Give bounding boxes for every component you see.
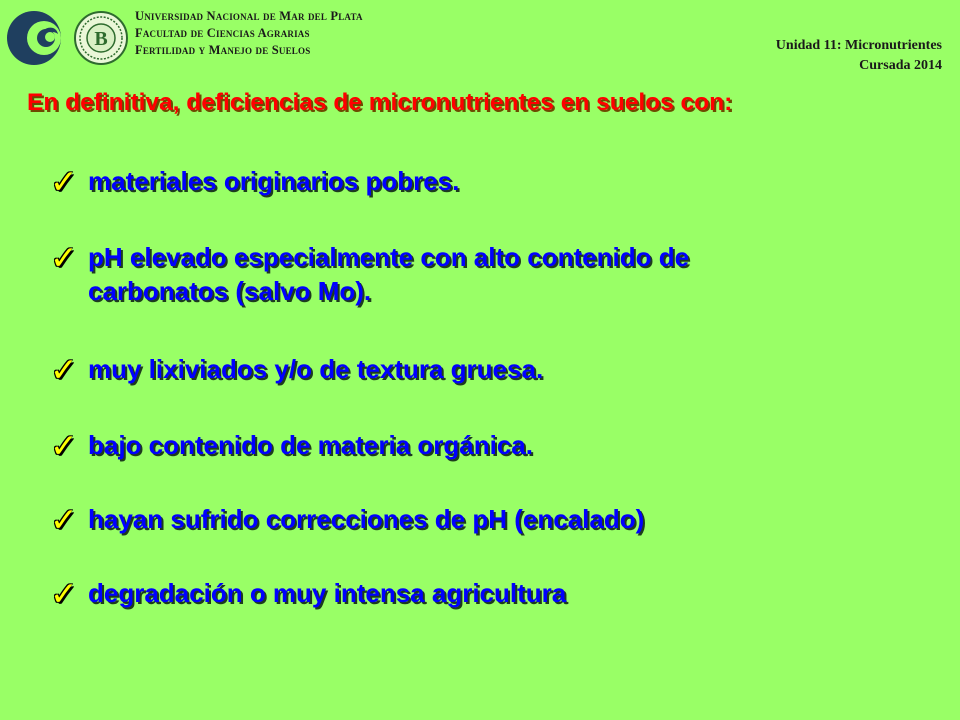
list-item-text: muy lixiviados y/o de textura gruesa. — [88, 354, 544, 384]
course-year: Cursada 2014 — [859, 58, 942, 73]
list-item — [50, 574, 567, 613]
unit-title: Unidad 11: Micronutrientes — [775, 38, 942, 53]
university-logo-icon — [7, 11, 61, 65]
check-icon: ✓ — [50, 350, 78, 389]
list-item — [50, 240, 689, 308]
list-item-text: materiales originarios pobres. — [88, 166, 460, 196]
check-icon: ✓ — [50, 500, 78, 539]
header-logos — [6, 4, 132, 76]
check-icon: ✓ — [50, 238, 78, 277]
check-icon: ✓ — [50, 162, 78, 201]
list-item — [50, 500, 645, 539]
check-icon: ✓ — [50, 574, 78, 613]
university-name: Universidad Nacional de Mar del Plata — [135, 9, 363, 23]
slide-title: En definitiva, deficiencias de micronutrientes en suelos con: — [27, 89, 733, 116]
faculty-seal-icon — [75, 12, 127, 64]
list-item-text: pH elevado especialmente con alto contenido de — [88, 242, 690, 272]
list-item — [50, 162, 460, 201]
course-name: Fertilidad y Manejo de Suelos — [135, 43, 311, 57]
list-item-text: degradación o muy intensa agricultura — [88, 578, 567, 608]
list-item — [50, 426, 533, 465]
svg-text:B: B — [94, 28, 108, 50]
list-item — [50, 350, 544, 389]
logos-svg — [6, 4, 132, 76]
unit-info — [776, 36, 942, 76]
list-item-text: bajo contenido de materia orgánica. — [88, 430, 533, 460]
list-item-text-continued: carbonatos (salvo Mo). — [88, 276, 372, 306]
faculty-name: Facultad de Ciencias Agrarias — [135, 26, 310, 40]
check-icon: ✓ — [50, 426, 78, 465]
list-item-text: hayan sufrido correcciones de pH (encalado) — [88, 504, 645, 534]
institution-header — [135, 8, 363, 59]
